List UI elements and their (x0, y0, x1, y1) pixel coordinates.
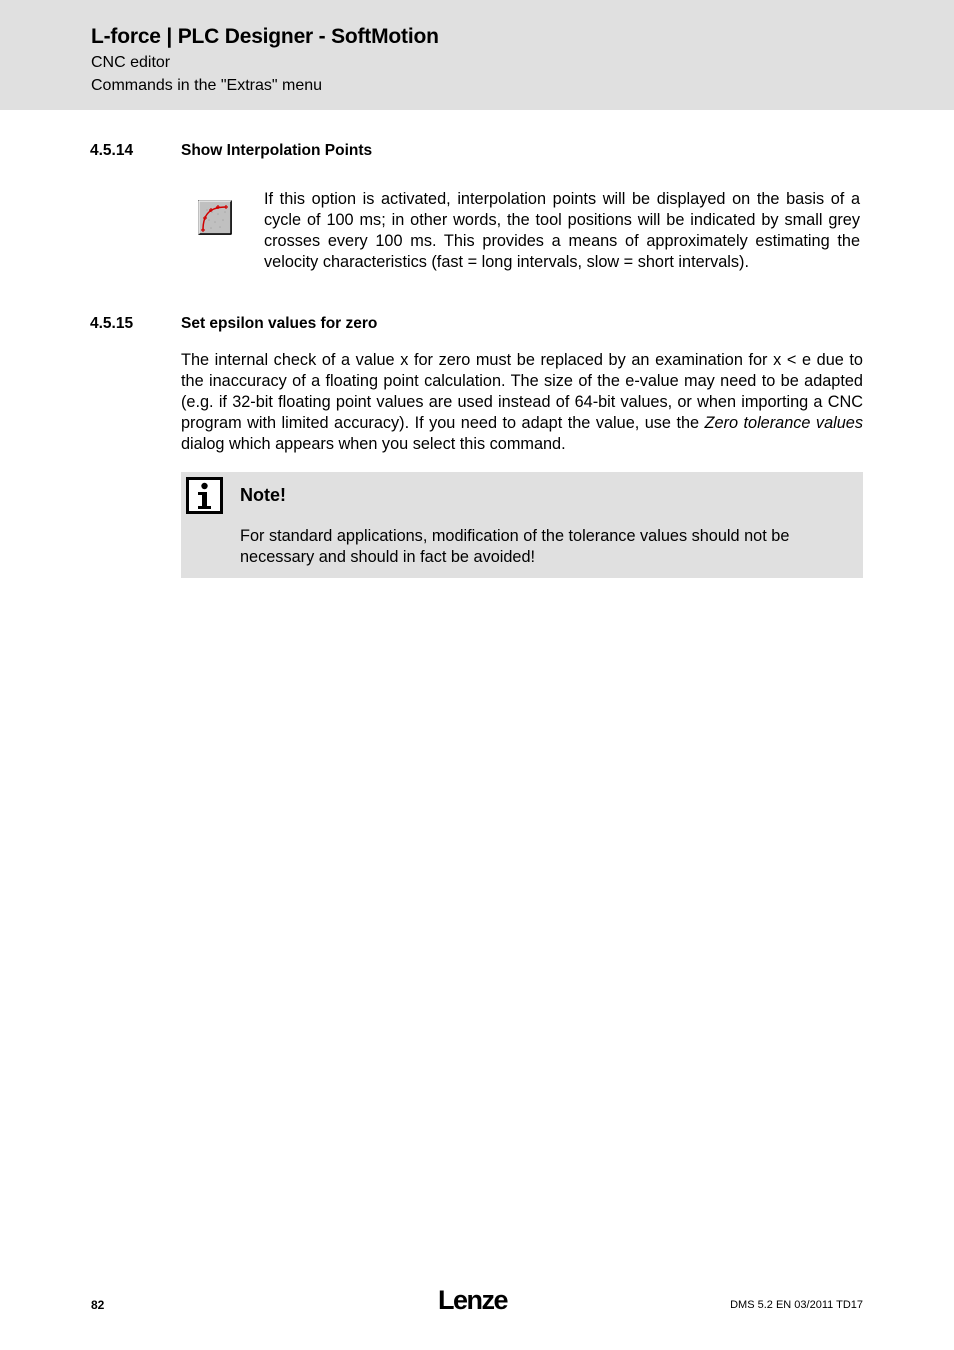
lenze-logo (437, 1285, 517, 1315)
interpolation-points-icon (198, 200, 232, 235)
document-title: L-force | PLC Designer - SoftMotion (91, 25, 439, 48)
note-box (181, 472, 863, 578)
note-title: Note! (240, 485, 286, 505)
section-number: 4.5.14 (90, 142, 134, 159)
epsilon-text-part: The internal check of a value x for zero must be replaced by an examination for x < e due to the inaccuracy of a floating point calculation. The size of the e-value may need to be adapted (e.g. if 32-bit floating point values are used instead of 64-bit values, or when importing a CNC program with limited accuracy). If you need to adapt the value, use the (181, 351, 863, 432)
section-title: Set epsilon values for zero (181, 315, 378, 332)
page-number: 82 (91, 1298, 105, 1312)
epsilon-text-part: dialog which appears when you select this command. (181, 435, 566, 453)
info-icon (186, 477, 223, 514)
document-reference: DMS 5.2 EN 03/2011 TD17 (730, 1299, 863, 1311)
dialog-name: Zero tolerance values (704, 414, 863, 432)
section-number: 4.5.15 (90, 315, 134, 332)
interpolation-description: If this option is activated, interpolation points will be displayed on the basis of a cycle of 100 ms; in other words, the tool positions will be indicated by small grey crosses every 100 ms. This provides a means of approximately estimating the velocity characteristics (fast = long intervals, slow = short intervals). (264, 190, 860, 271)
section-subtitle: Commands in the "Extras" menu (91, 77, 323, 94)
page-header (0, 0, 954, 110)
epsilon-description (181, 350, 863, 455)
svg-text:Lenze: Lenze (438, 1285, 508, 1315)
section-title: Show Interpolation Points (181, 142, 373, 159)
chapter-subtitle: CNC editor (91, 54, 171, 71)
note-text: For standard applications, modification of the tolerance values should not be necessary and should in fact be avoided! (240, 527, 790, 566)
